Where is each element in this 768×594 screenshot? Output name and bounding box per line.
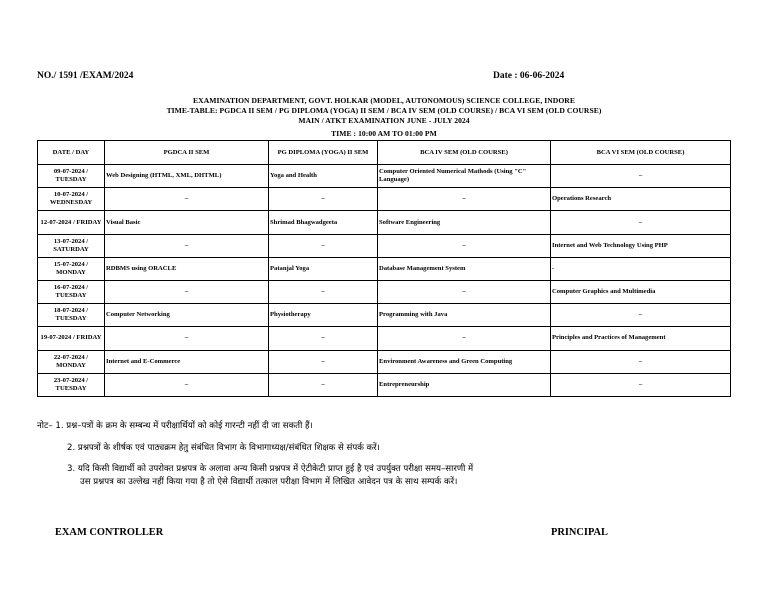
pgdca-paper-cell: –: [105, 280, 269, 303]
date-day-cell: 15-07-2024 / MONDAY: [38, 257, 105, 280]
bca4-paper-cell: Entrepreneurship: [378, 373, 551, 396]
date-day-cell: 12-07-2024 / FRIDAY: [38, 211, 105, 234]
yoga-paper-cell: –: [269, 350, 378, 373]
date-day-cell: 23-07-2024 / TUESDAY: [38, 373, 105, 396]
date-day-cell: 10-07-2024 / WEDNESDAY: [38, 188, 105, 211]
yoga-paper-cell: –: [269, 234, 378, 257]
table-row: [38, 350, 731, 373]
date-day-cell: 22-07-2024 / MONDAY: [38, 350, 105, 373]
table-header-row: [38, 141, 731, 165]
column-header-date: DATE / DAY: [38, 141, 105, 165]
note-3: 3. यदि किसी विद्यार्थी को उपरोक्त प्रश्नपत्र के अलावा अन्य किसी प्रश्नपत्र में ऐटीकेटी प्राप्त हुई है एवं उपर्युक्त परीक्षा समय–सारणी में: [67, 464, 474, 474]
bca4-paper-cell: –: [378, 327, 551, 350]
timetable-title: TIME-TABLE: PGDCA II SEM / PG DIPLOMA (YOGA) II SEM / BCA IV SEM (OLD COURSE) / BCA VI SEM (OLD COURSE): [166, 106, 602, 115]
yoga-paper-cell: –: [269, 280, 378, 303]
pgdca-paper-cell: –: [105, 188, 269, 211]
note-1: नोट– 1. प्रश्न–पत्रों के क्रम के सम्बन्ध में परीक्षार्थियों को कोई गारन्टी नहीं दी जा सकती हैं।: [37, 421, 313, 431]
issue-date: Date : 06-06-2024: [493, 71, 565, 81]
bca6-paper-cell: Principles and Practices of Management: [551, 327, 731, 350]
pgdca-paper-cell: Internet and E-Commerce: [105, 350, 269, 373]
yoga-paper-cell: Patanjal Yoga: [269, 257, 378, 280]
principal-signature: PRINCIPAL: [551, 527, 608, 538]
department-heading: EXAMINATION DEPARTMENT, GOVT. HOLKAR (MODEL, AUTONOMOUS) SCIENCE COLLEGE, INDORE: [193, 96, 575, 105]
bca6-paper-cell: –: [551, 165, 731, 188]
timetable: [37, 140, 731, 397]
date-day-cell: 19-07-2024 / FRIDAY: [38, 327, 105, 350]
table-row: [38, 165, 731, 188]
bca6-paper-cell: –: [551, 211, 731, 234]
table-row: [38, 304, 731, 327]
date-day-cell: 13-07-2024 / SATURDAY: [38, 234, 105, 257]
table-row: [38, 234, 731, 257]
yoga-paper-cell: Physiotherapy: [269, 304, 378, 327]
table-row: [38, 373, 731, 396]
bca4-paper-cell: Programming with Java: [378, 304, 551, 327]
date-day-cell: 18-07-2024 / TUESDAY: [38, 304, 105, 327]
pgdca-paper-cell: –: [105, 373, 269, 396]
column-header-bca6: BCA VI SEM (OLD COURSE): [551, 141, 731, 165]
pgdca-paper-cell: –: [105, 327, 269, 350]
table-row: [38, 280, 731, 303]
table-row: [38, 211, 731, 234]
yoga-paper-cell: Shrimad Bhagwadgeeta: [269, 211, 378, 234]
reference-number: NO./ 1591 /EXAM/2024: [37, 71, 134, 81]
pgdca-paper-cell: Computer Networking: [105, 304, 269, 327]
pgdca-paper-cell: RDBMS using ORACLE: [105, 257, 269, 280]
pgdca-paper-cell: –: [105, 234, 269, 257]
note-2: 2. प्रश्नपत्रों के शीर्षक एवं पाठ्यक्रम हेतु संबंधित विभाग के विभागाध्यक्ष/संबंधित शिक्षक से संपर्क करें।: [67, 443, 380, 453]
bca4-paper-cell: Software Engineering: [378, 211, 551, 234]
bca4-paper-cell: –: [378, 234, 551, 257]
bca6-paper-cell: Computer Graphics and Multimedia: [551, 280, 731, 303]
date-day-cell: 16-07-2024 / TUESDAY: [38, 280, 105, 303]
bca6-paper-cell: –: [551, 304, 731, 327]
bca4-paper-cell: –: [378, 280, 551, 303]
yoga-paper-cell: –: [269, 373, 378, 396]
bca6-paper-cell: –: [551, 373, 731, 396]
exam-time: TIME : 10:00 AM TO 01:00 PM: [331, 129, 437, 138]
pgdca-paper-cell: Visual Basic: [105, 211, 269, 234]
bca6-paper-cell: Internet and Web Technology Using PHP: [551, 234, 731, 257]
pgdca-paper-cell: Web Designing (HTML, XML, DHTML): [105, 165, 269, 188]
bca6-paper-cell: Operations Research: [551, 188, 731, 211]
yoga-paper-cell: –: [269, 327, 378, 350]
bca4-paper-cell: Computer Oriented Numerical Mathods (Using "C" Language): [378, 165, 551, 188]
bca4-paper-cell: Database Management System: [378, 257, 551, 280]
table-row: [38, 257, 731, 280]
column-header-bca4: BCA IV SEM (OLD COURSE): [378, 141, 551, 165]
date-day-cell: 09-07-2024 / TUESDAY: [38, 165, 105, 188]
yoga-paper-cell: –: [269, 188, 378, 211]
note-3-continued: उस प्रश्नपत्र का उल्लेख नहीं किया गया है तो ऐसे विद्यार्थी तत्काल परीक्षा विभाग में लिखित आवेदन पत्र के साथ सम्पर्क करें।: [80, 477, 458, 487]
bca4-paper-cell: –: [378, 188, 551, 211]
bca4-paper-cell: Environment Awareness and Green Computing: [378, 350, 551, 373]
exam-controller-signature: EXAM CONTROLLER: [55, 527, 164, 538]
yoga-paper-cell: Yoga and Health: [269, 165, 378, 188]
exam-session: MAIN / ATKT EXAMINATION JUNE - JULY 2024: [298, 116, 470, 125]
bca6-paper-cell: -: [551, 257, 731, 280]
column-header-pgdca: PGDCA II SEM: [105, 141, 269, 165]
column-header-yoga: PG DIPLOMA (YOGA) II SEM: [269, 141, 378, 165]
table-row: [38, 188, 731, 211]
bca6-paper-cell: –: [551, 350, 731, 373]
table-row: [38, 327, 731, 350]
